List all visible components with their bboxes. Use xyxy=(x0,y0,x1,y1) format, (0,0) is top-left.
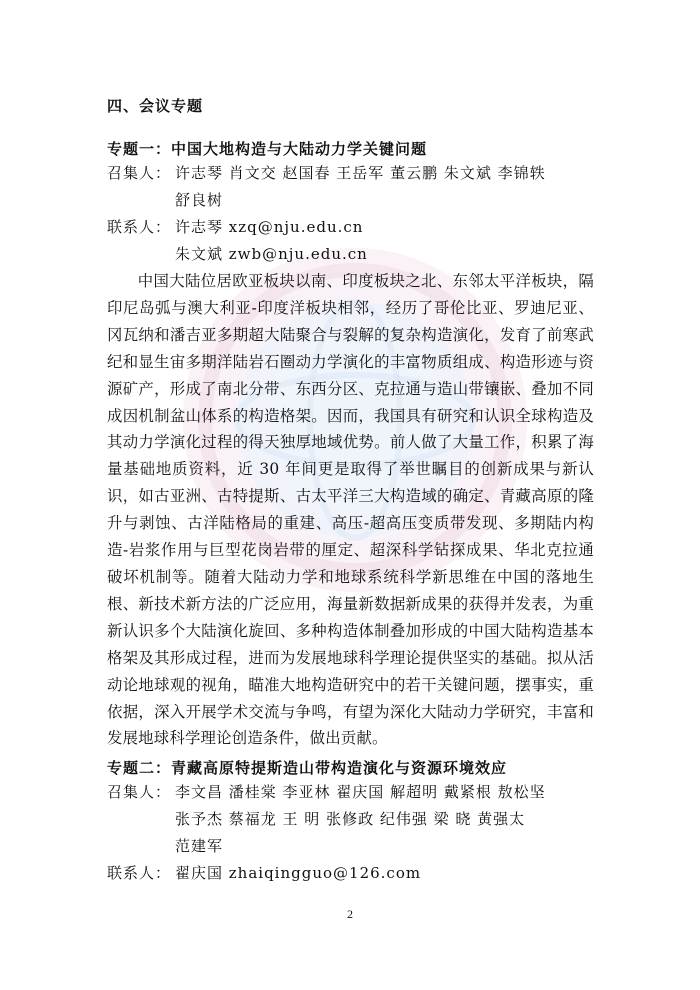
topic1-description: 中国大陆位居欧亚板块以南、印度板块之北、东邻太平洋板块，隔印尼岛弧与澳大利亚-印度洋板块相邻，经历了哥伦比亚、罗迪尼亚、冈瓦纳和潘吉亚多期超大陆聚合与裂解的复杂构造演化，发育了前寒武纪和显生宙多期洋陆岩石圈动力学演化的丰富物质组成、构造形迹与资源矿产，形成了南北分带、东西分区、克拉通与造山带镶嵌、叠加不同成因机制盆山体系的构造格架。因而，我国具有研究和认识全球构造及其动力学演化过程的得天独厚地域优势。前人做了大量工作，积累了海量基础地质资料，近 30 年间更是取得了举世瞩目的创新成果与新认识，如古亚洲、古特提斯、古太平洋三大构造域的确定、青藏高原的隆升与剥蚀、古洋陆格局的重建、高压-超高压变质带发现、多期陆内构造-岩浆作用与巨型花岗岩带的厘定、超深科学钻探成果、华北克拉通破坏机制等。随着大陆动力学和地球系统科学新思维在中国的落地生根、新技术新方法的广泛应用，海量新数据新成果的获得并发表，为重新认识多个大陆演化旋回、多种构造体制叠加形成的中国大陆构造基本格架及其形成过程，进而为发展地球科学理论提供坚实的基础。拟从活动论地球观的视角，瞄准大地构造研究中的若干关键问题，摆事实，重依据，深入开展学术交流与争鸣，有望为深化大陆动力学研究，丰富和发展地球科学理论创造条件，做出贡献。 xyxy=(107,272,594,748)
topic2-title: 专题二：青藏高原特提斯造山带构造演化与资源环境效应 xyxy=(107,759,508,777)
topic2-conveners-line2: 张予杰 蔡福龙 王 明 张修政 纪伟强 梁 晓 黄强太 xyxy=(175,810,526,828)
topic2-contacts-label: 联系人： xyxy=(107,864,172,882)
topic2-conveners-label: 召集人： xyxy=(107,783,172,801)
topic1-conveners-line1: 许志琴 肖文交 赵国春 王岳军 董云鹏 朱文斌 李锦轶 xyxy=(175,164,546,182)
topic2-conveners-line1: 李文昌 潘桂棠 李亚林 翟庆国 解超明 戴紧根 敖松坚 xyxy=(175,783,546,801)
topic1-conveners-line2: 舒良树 xyxy=(175,191,224,209)
topic1-contact2: 朱文斌 zwb@nju.edu.cn xyxy=(175,245,368,263)
topic1-contact1: 许志琴 xzq@nju.edu.cn xyxy=(175,218,364,236)
section-heading: 四、会议专题 xyxy=(107,97,204,115)
topic2-contact1: 翟庆国 zhaiqingguo@126.com xyxy=(175,864,422,882)
topic2-conveners-line3: 范建军 xyxy=(175,837,224,855)
topic1-conveners-label: 召集人： xyxy=(107,164,172,182)
topic1-title: 专题一：中国大地构造与大陆动力学关键问题 xyxy=(107,140,428,158)
topic1-contacts-label: 联系人： xyxy=(107,218,172,236)
page-number: 2 xyxy=(347,907,353,921)
